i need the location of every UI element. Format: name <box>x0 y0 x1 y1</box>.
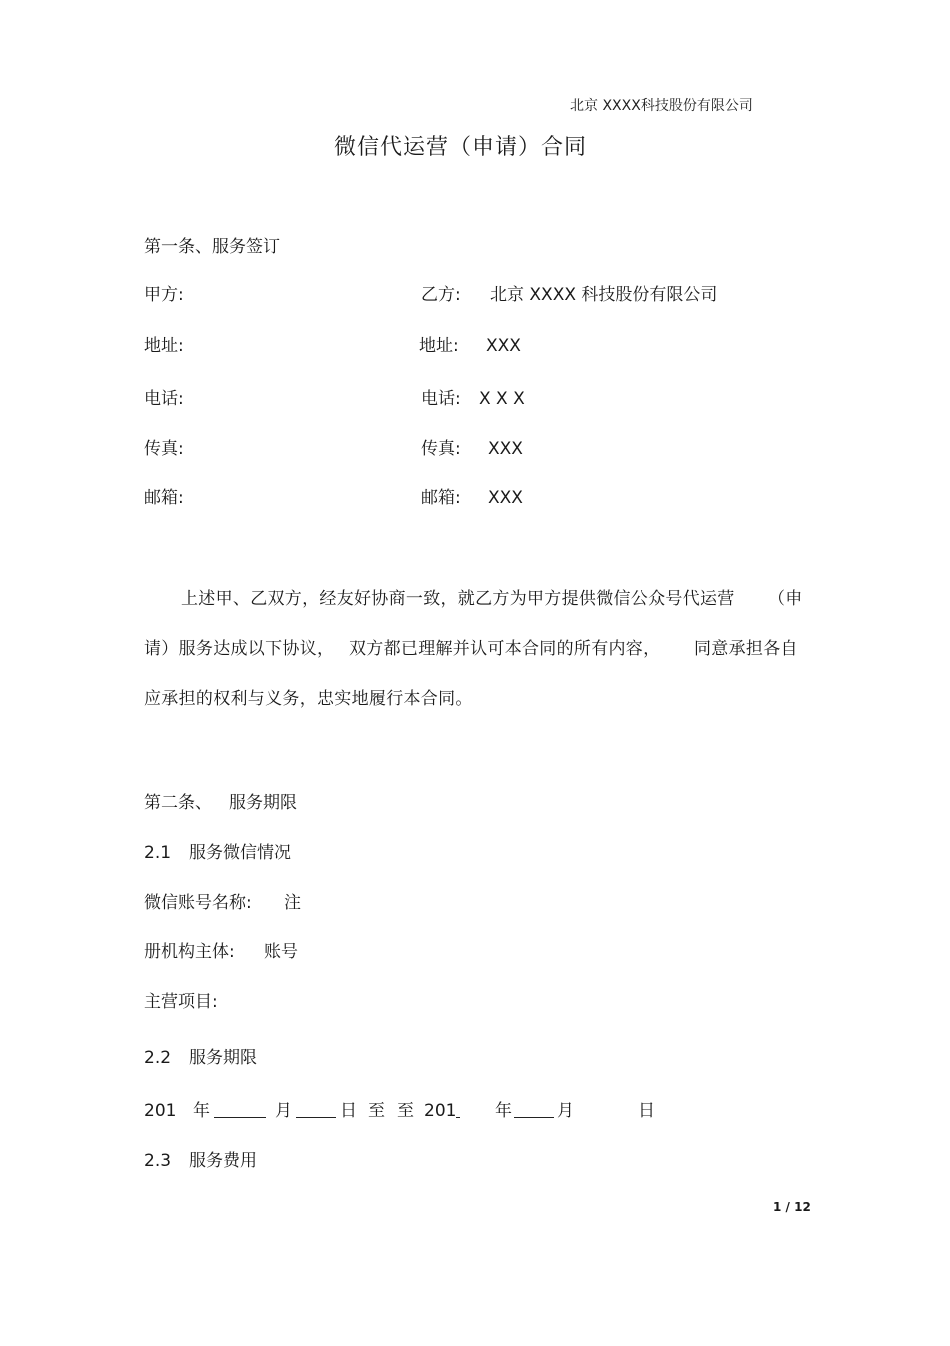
party-a-fax-label: 传真: <box>144 439 184 459</box>
party-b-phone-label: 电话: <box>421 389 461 409</box>
date-month2-label: 月 <box>557 1101 574 1121</box>
party-b-fax-label: 传真: <box>421 439 461 459</box>
register-tail: 账号 <box>264 942 298 962</box>
date-year2-prefix: 201 <box>424 1101 457 1121</box>
party-b-email-label: 邮箱: <box>421 488 461 508</box>
party-b-address-label: 地址: <box>419 336 459 356</box>
intro-line3: 应承担的权利与义务，忠实地履行本合同。 <box>144 689 473 709</box>
section-2-2-number: 2.2 <box>144 1048 172 1068</box>
page-number: 1 / 12 <box>773 1200 811 1214</box>
party-b-fax: XXX <box>488 439 523 459</box>
document-title: 微信代运营（申请）合同 <box>334 135 588 160</box>
intro-line2-tail: 同意承担各自 <box>694 639 798 659</box>
date-day-label: 日 <box>340 1101 357 1121</box>
register-label: 册机构主体: <box>144 942 235 962</box>
date-year2-blank <box>456 1101 460 1118</box>
section-2-3-number: 2.3 <box>144 1151 172 1171</box>
party-b-name: 北京 XXXX 科技股份有限公司 <box>490 285 718 305</box>
party-b-address: XXX <box>486 336 521 356</box>
party-b-phone: X X X <box>479 389 525 409</box>
section-2-3-title: 服务费用 <box>189 1151 257 1171</box>
date-month2-blank <box>514 1101 554 1118</box>
header-company: 北京 XXXX科技股份有限公司 <box>570 98 753 114</box>
date-month-blank <box>296 1101 336 1118</box>
article1-heading: 第一条、服务签订 <box>144 237 280 257</box>
section-2-1-title: 服务微信情况 <box>189 843 291 863</box>
date-to-label: 至 <box>368 1101 385 1121</box>
party-b-label: 乙方: <box>421 285 461 305</box>
intro-line1: 上述甲、乙双方，经友好协商一致，就乙方为甲方提供微信公众号代运营 <box>181 589 735 609</box>
intro-line2: 请）服务达成以下协议， <box>144 639 335 659</box>
date-month-label: 月 <box>275 1101 292 1121</box>
date-year-blank <box>214 1101 266 1118</box>
article2-heading: 第二条、 <box>144 793 212 813</box>
party-a-phone-label: 电话: <box>144 389 184 409</box>
intro-line2-mid: 双方都已理解并认可本合同的所有内容， <box>349 639 661 659</box>
party-a-email-label: 邮箱: <box>144 488 184 508</box>
wechat-name-tail: 注 <box>284 893 301 913</box>
intro-line1-tail: （申 <box>768 589 803 609</box>
date-to-label-2: 至 <box>397 1101 414 1121</box>
article2-heading-tail: 服务期限 <box>229 793 297 813</box>
date-year-prefix: 201 <box>144 1101 177 1121</box>
date-year-label: 年 <box>193 1101 210 1121</box>
date-year2-label: 年 <box>495 1101 512 1121</box>
section-2-1-number: 2.1 <box>144 843 172 863</box>
section-2-2-title: 服务期限 <box>189 1048 257 1068</box>
business-label: 主营项目: <box>144 992 218 1012</box>
party-b-email: XXX <box>488 488 523 508</box>
date-day2-label: 日 <box>638 1101 655 1121</box>
party-a-address-label: 地址: <box>144 336 184 356</box>
party-a-label: 甲方: <box>144 285 184 305</box>
wechat-name-label: 微信账号名称: <box>144 893 252 913</box>
